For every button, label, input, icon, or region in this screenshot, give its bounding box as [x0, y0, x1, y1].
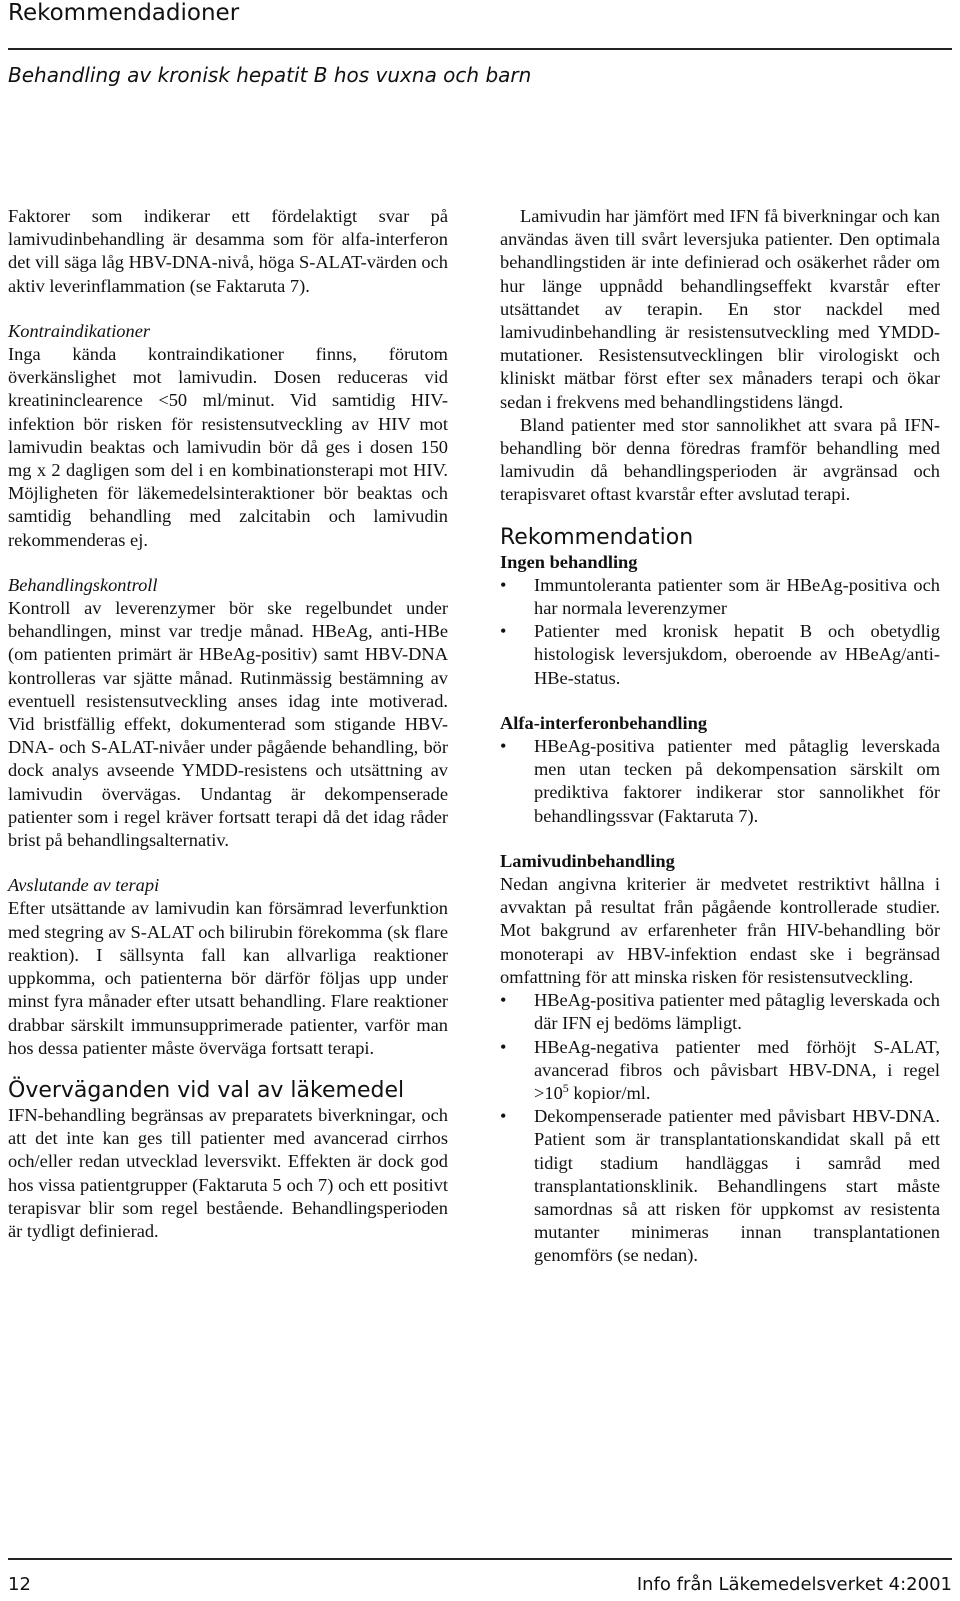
right-column: [500, 205, 940, 1268]
avslutande-text: Efter utsättande av lamivudin kan försämrad leverfunktion med stegring av S-ALAT och bilirubin förekomma (sk flare reaktion). I sällsynta fall kan allvarliga reaktioner uppkomma, och patienterna bör därför följas upp under minst fyra månader efter utsatt behandling. Flare reaktioner drabbar särskilt immunsupprimerade patienter, varför man hos dessa patienter måste överväga fortsatt terapi.: [8, 898, 448, 1058]
list-item: • Immuntoleranta patienter som är HBeAg-positiva och har normala leverenzymer: [500, 574, 940, 619]
header-rule: [8, 48, 952, 50]
page-subtitle: Behandling av kronisk hepatit B hos vuxna och barn: [8, 63, 532, 87]
publication-name: Info från Läkemedelsverket 4:2001: [636, 1574, 952, 1595]
list-item: • Patienter med kronisk hepatit B och obetydlig histologisk leversjukdom, oberoende av HBeAg/anti-HBe-status.: [500, 621, 940, 688]
intro-paragraph: Faktorer som indikerar ett fördelaktigt svar på lamivudinbehandling är desamma som för alfa-interferon det vill säga låg HBV-DNA-nivå, höga S-ALAT-värden och aktiv leverinflammation (se Faktaruta 7).: [8, 206, 448, 296]
alfa-interferon-heading: Alfa-interferonbehandling: [500, 712, 708, 733]
bullet-icon: •: [500, 1106, 507, 1127]
behandlingskontroll-text: Kontroll av leverenzymer bör ske regelbundet under behandlingen, minst var tredje månad. HBeAg, anti-HBe (om patienten primärt är HBeAg-positiv) samt HBV-DNA kontrolleras var sjätte månad. Rutinmässig bestämning av eventuell resistensutveckling anses idag inte motiverad. Vid bristfällig effekt, dokumenterad som stigande HBV-DNA- och S-ALAT-nivåer under pågående behandling, bör dock analys avseende YMDD-resistens och utsättning av lamivudin övervägas. Undantag är dekompenserade patienter som i regel kräver fortsatt terapi då det idag råder brist på behandlingsalternativ.: [8, 598, 448, 851]
ingen-behandling-list: [500, 574, 940, 690]
kontraindikationer-heading: Kontraindikationer: [8, 320, 151, 341]
bullet-icon: •: [500, 574, 507, 595]
avslutande-heading: Avslutande av terapi: [8, 875, 160, 896]
page-number: 12: [8, 1574, 31, 1595]
lamivudinbehandling-text: Nedan angivna kriterier är medvetet restriktivt hållna i avvaktan på resultat från pågående kontrollerade studier. Mot bakgrund av erfarenheter från HIV-behandling bör monoterapi av HBV-infektion endast ske i begränsad omfattning för att minska risken för resistensutveckling.: [500, 874, 940, 987]
bullet-icon: •: [500, 736, 507, 757]
page-header-title: Rekommendadioner: [8, 0, 240, 26]
ingen-behandling-heading: Ingen behandling: [500, 551, 638, 572]
lamivudinbehandling-list: [500, 989, 940, 1267]
overvaganden-heading: Överväganden vid val av läkemedel: [8, 1077, 405, 1103]
behandlingskontroll-heading: Behandlingskontroll: [8, 574, 158, 595]
overvaganden-text: IFN-behandling begränsas av preparatets biverkningar, och att det inte kan ges till patienter med avancerad cirrhos och/eller redan utvecklad leversvikt. Effekten är dock god hos vissa patientgrupper (Faktaruta 5 och 7) och ett positivt terapisvar blir som regel bestående. Behandlingsperioden är tydligt definierad.: [8, 1104, 448, 1241]
lamivudinbehandling-heading: Lamivudinbehandling: [500, 850, 675, 871]
kontraindikationer-text: Inga kända kontraindikationer finns, förutom överkänslighet mot lamivudin. Dosen reduceras vid kreatininclearence <50 ml/minut. Vid samtidig HIV-infektion bör risken för resistensutveckling av HIV mot lamivudin beaktas och lamivudin bör då ges i dosen 150 mg x 2 dagligen som del i en kombinationsterapi mot HIV. Möjligheten för läkemedelsinteraktioner bör beaktas och samtidig behandling med zalcitabin och lamivudin rekommenderas ej.: [8, 344, 448, 550]
list-item: • HBeAg-negativa patienter med förhöjt S-ALAT, avancerad fibros och påvisbart HBV-DNA, i regel $>10^5$ kopior/ml.: [500, 1036, 940, 1103]
bullet-icon: •: [500, 1036, 507, 1057]
bullet-icon: •: [500, 990, 507, 1011]
list-item: • HBeAg-positiva patienter med påtaglig leverskada och där IFN ej bedöms lämpligt.: [500, 990, 940, 1034]
list-item: • Dekompenserade patienter med påvisbart HBV-DNA. Patient som är transplantationskandidat skall på ett tidigt stadium handläggas i samråd med transplantationsklinik. Behandlingens start måste samordnas så att risken för uppkomst av resistenta mutanter minimeras innan transplantationen genomförs (se nedan).: [500, 1106, 940, 1266]
exponent: 5: [562, 1080, 569, 1095]
footer-rule: [8, 1558, 952, 1560]
ifn-preference-paragraph: Bland patienter med stor sannolikhet att svara på IFN-behandling bör denna föredras framför behandling med lamivudin då behandlingsperioden är avgränsad och terapisvaret oftast kvarstår efter avslutad terapi.: [500, 414, 940, 505]
bullet-icon: •: [500, 621, 507, 642]
left-column: [8, 205, 448, 1243]
alfa-interferon-list: [500, 735, 940, 828]
list-item: • HBeAg-positiva patienter med påtaglig leverskada men utan tecken på dekompensation särskilt om prediktiva faktorer indikerar stor sannolikhet för behandlingssvar (Faktaruta 7).: [500, 736, 940, 826]
rekommendation-heading: Rekommendation: [500, 524, 694, 550]
lamivudin-comparison-paragraph: Lamivudin har jämfört med IFN få biverkningar och kan användas även till svårt leversjuka patienter. Den optimala behandlingstiden är inte definierad och osäkerhet råder om hur länge uppnådd behandlingseffekt kvarstår efter utsättandet av terapin. En stor nackdel med lamivudinbehandling är resistensutveckling med YMDD-mutationer. Resistensutvecklingen blir virologiskt och kliniskt mätbar först efter sex månaders terapi och ökar sedan i frekvens med behandlingstidens längd.: [500, 206, 940, 412]
